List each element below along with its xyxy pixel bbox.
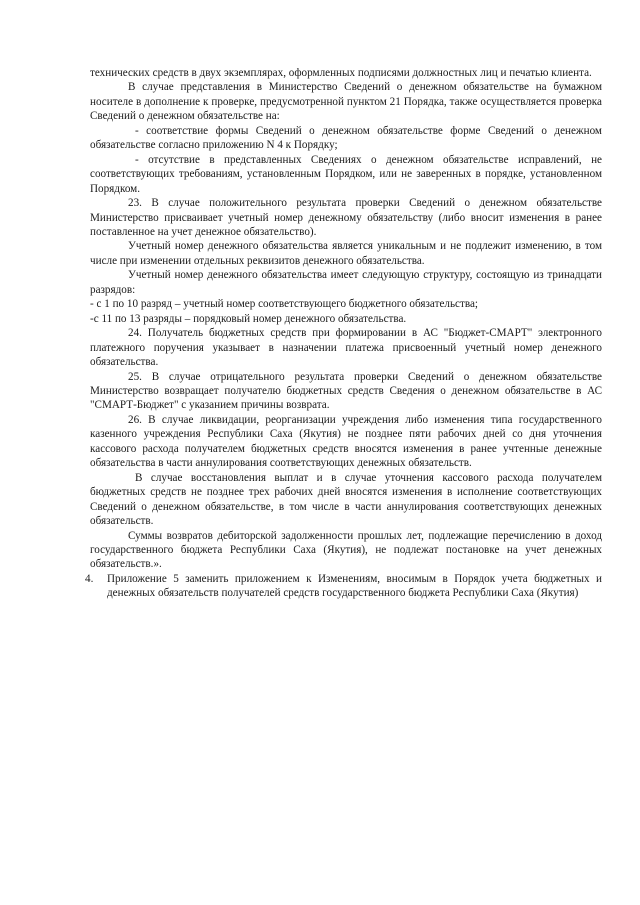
item-text: Приложение 5 заменить приложением к Изменениям, вносимым в Порядок учета бюджетных и денежных обязательств получателей средств государственного бюджета Республики Саха (Якутия) [107,572,602,600]
paragraph: Учетный номер денежного обязательства является уникальным и не подлежит изменению, в том числе при изменении отдельных реквизитов денежного обязательства. [90,240,602,267]
paragraph: - отсутствие в представленных Сведениях о денежном обязательстве исправлений, не соответствующих требованиям, установленным Порядком, или не заверенных в порядке, установленном Порядком. [90,153,602,195]
numbered-item [85,572,602,601]
paragraph: В случае восстановления выплат и в случае уточнения кассового расхода получателем бюджетных средств не позднее трех рабочих дней вносятся изменения в исполнение соответствующих Сведений о денежном обязательстве, в том числе в части аннулирования соответствующих денежных обязательств. [90,471,602,528]
paragraph: 23. В случае положительного результата проверки Сведений о денежном обязательстве Министерство присваивает учетный номер денежному обязательству (либо вносит изменения в ранее поставленное на учет денежное обязательство). [90,197,602,238]
list-line: -с 11 по 13 разряды – порядковый номер денежного обязательства. [90,312,407,325]
item-number: 4. [85,572,94,585]
paragraph: В случае представления в Министерство Сведений о денежном обязательстве на бумажном носителе в дополнение к проверке, предусмотренной пунктом 21 Порядка, также осуществляется проверка Сведений о денежном обязательстве на: [90,81,602,123]
paragraph: 26. В случае ликвидации, реорганизации учреждения либо изменения типа государственного казенного учреждения Республики Саха (Якутия) не позднее пяти рабочих дней со дня уточнения кассового расхода получателем бюджетных средств вносятся изменения в ранее учтенные денежные обязательства в части аннулирования соответствующих денежных обязательств. [90,413,602,470]
list-line: - с 1 по 10 разряд – учетный номер соответствующего бюджетного обязательства; [90,298,478,311]
paragraph: Учетный номер денежного обязательства имеет следующую структуру, состоящую из тринадцати разрядов: [90,269,602,296]
paragraph: - соответствие формы Сведений о денежном обязательстве форме Сведений о денежном обязательстве согласно приложению N 4 к Порядку; [90,124,602,152]
paragraph: технических средств в двух экземплярах, оформленных подписями должностных лиц и печатью клиента. [90,67,592,79]
paragraph: Суммы возвратов дебиторской задолженности прошлых лет, подлежащие перечислению в доход государственного бюджета Республики Саха (Якутия), не подлежат постановке на учет денежных обязательств.». [90,529,602,571]
paragraph: 24. Получатель бюджетных средств при формировании в АС "Бюджет-СМАРТ" электронного платежного поручения указывает в назначении платежа присвоенный учетный номер денежного обязательства. [90,327,602,369]
paragraph: 25. В случае отрицательного результата проверки Сведений о денежном обязательстве Министерство возвращает получателю бюджетных средств Сведения о денежном обязательстве в АС "СМАРТ-Бюджет" с указанием причины возврата. [90,370,602,412]
document-body [85,66,602,601]
